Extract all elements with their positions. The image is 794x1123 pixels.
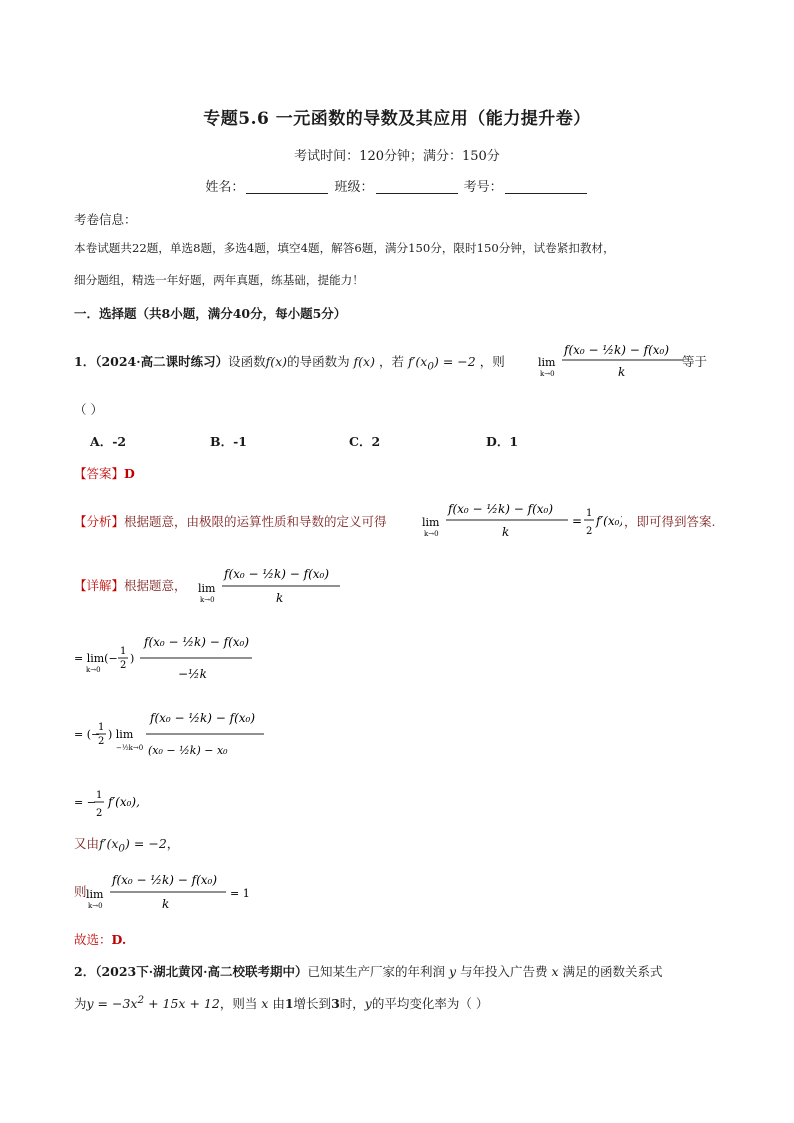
- q1-also: [74, 834, 179, 855]
- number-label: 考号：: [463, 180, 503, 195]
- q1-source: （2024·高二课时练习）: [95, 354, 229, 369]
- svg-text:k→0: k→0: [424, 530, 439, 538]
- analysis-text: 根据题意，由极限的运算性质和导数的定义可得: [124, 514, 387, 529]
- detail-step-3: [74, 700, 294, 770]
- q1-number: 1．: [74, 354, 96, 369]
- detail-step-2-svg: [74, 626, 274, 690]
- svg-text:= (−: = (−: [74, 728, 101, 741]
- svg-text:=: =: [572, 514, 583, 528]
- svg-text:= lim(−: = lim(−: [74, 652, 118, 665]
- question-2-line-2: [74, 994, 488, 1012]
- exam-time: 考试时间：120分钟；满分：150分: [294, 149, 500, 164]
- svg-text:f(x₀ − ½k) − f(x₀): f(x₀ − ½k) − f(x₀): [564, 343, 670, 357]
- svg-text:lim: lim: [86, 888, 104, 901]
- question-2-line-1: [74, 962, 663, 980]
- conclusion-label: 故选：: [74, 932, 112, 947]
- then-text: 则: [74, 884, 87, 899]
- page-title: 专题5.6 一元函数的导数及其应用（能力提升卷）: [203, 109, 591, 129]
- analysis-formula: [422, 494, 622, 550]
- also-tail: ，: [166, 836, 180, 851]
- conclusion-value: D.: [111, 932, 127, 947]
- question-1-stem: [74, 352, 505, 373]
- svg-text:lim: lim: [198, 582, 216, 595]
- student-info-row: [0, 176, 794, 195]
- q1-answer: [74, 464, 135, 482]
- svg-text:−½k→0: −½k→0: [116, 744, 144, 752]
- svg-text:f′(x₀),: f′(x₀),: [108, 795, 140, 809]
- svg-text:k: k: [162, 897, 170, 911]
- q1-stem-d: ，则: [479, 354, 505, 369]
- class-label: 班级：: [334, 180, 374, 195]
- q1-stem-a: 设函数: [228, 354, 266, 369]
- section-heading: 一．选择题（共8小题，满分40分，每小题5分）: [74, 306, 347, 321]
- svg-text:1: 1: [586, 508, 593, 519]
- q2-var-y: y: [444, 964, 460, 979]
- q1-limit-expression: [538, 336, 688, 390]
- answer-value: D: [124, 466, 135, 481]
- svg-text:f(x₀ − ½k) − f(x₀): f(x₀ − ½k) − f(x₀): [144, 635, 250, 649]
- limit-formula-svg: [538, 336, 688, 386]
- detail-step-2: [74, 626, 274, 694]
- q2-text-d: 为: [74, 996, 87, 1012]
- q2-function: $y = -3x^2 + 15x + 12$: [86, 994, 220, 1012]
- q2-var-x-2: x: [257, 996, 273, 1012]
- also-condition: $f'(x_0) = -2$: [99, 836, 167, 855]
- detail-text: 根据题意，: [124, 578, 187, 593]
- detail-result: [86, 864, 256, 922]
- q2-from: 1: [284, 996, 294, 1012]
- svg-text:2: 2: [98, 736, 105, 747]
- q2-text-a: 已知某生产厂家的年利润: [307, 964, 445, 979]
- analysis-tail: ，即可得到答案.: [624, 514, 716, 529]
- q2-var-y-2: y: [364, 996, 372, 1012]
- svg-text:2: 2: [120, 660, 127, 671]
- svg-text:k: k: [502, 525, 510, 539]
- class-blank[interactable]: [376, 179, 458, 194]
- q1-detail: [74, 576, 187, 594]
- detail-step-4-svg: [74, 780, 194, 824]
- q1-conclusion: [74, 930, 126, 948]
- q1-paren: （ ）: [74, 402, 103, 417]
- q2-to: 3: [331, 996, 340, 1012]
- q2-var-x: x: [547, 964, 563, 979]
- svg-text:2: 2: [586, 526, 593, 537]
- info-line-2: 细分题组，精选一年好题，两年真题，练基础，提能力！: [74, 273, 364, 287]
- q2-text-f: 由: [272, 996, 285, 1012]
- q2-source: （2023下·湖北黄冈·高二校联考期中）: [95, 964, 308, 979]
- q1-analysis: [74, 512, 387, 530]
- analysis-label: 【分析】: [74, 514, 125, 529]
- q2-text-e: ，则当: [219, 996, 258, 1012]
- q2-text-h: 时，: [339, 996, 365, 1012]
- name-blank[interactable]: [246, 179, 328, 194]
- detail-step-1: [198, 558, 348, 616]
- q1-fx: f(x): [265, 354, 288, 369]
- q2-text-b: 与年投入广告费: [459, 964, 548, 979]
- info-heading: 考卷信息：: [74, 212, 137, 227]
- answer-label: 【答案】: [74, 466, 125, 481]
- q2-number: 2．: [74, 964, 96, 979]
- svg-text:2: 2: [96, 808, 103, 819]
- svg-text:f(x₀ − ½k) − f(x₀): f(x₀ − ½k) − f(x₀): [224, 567, 330, 581]
- svg-text:−½k: −½k: [178, 667, 207, 681]
- svg-text:lim: lim: [538, 356, 556, 369]
- q2-text-i: 的平均变化率为（ ）: [371, 996, 489, 1012]
- also-text: 又由: [74, 836, 100, 851]
- q1-stem-e: 等于: [682, 354, 708, 369]
- svg-text:lim: lim: [422, 516, 440, 529]
- svg-text:k: k: [276, 591, 284, 605]
- q2-text-c: 满足的函数关系式: [562, 964, 663, 979]
- svg-text:k→0: k→0: [200, 596, 215, 604]
- q1-condition: $f'(x_0) = -2$: [403, 354, 480, 373]
- svg-text:f(x₀ − ½k) − f(x₀): f(x₀ − ½k) − f(x₀): [150, 711, 256, 725]
- detail-result-svg: [86, 864, 256, 918]
- q1-option-b[interactable]: B．-1: [210, 434, 247, 449]
- svg-text:) lim: ) lim: [108, 728, 134, 741]
- svg-text:k: k: [618, 365, 626, 379]
- detail-step-3-svg: [74, 700, 294, 766]
- q1-option-a[interactable]: A．-2: [90, 434, 127, 449]
- q2-text-g: 增长到: [293, 996, 332, 1012]
- detail-label: 【详解】: [74, 578, 125, 593]
- svg-text:1: 1: [120, 646, 127, 657]
- svg-text:f(x₀ − ½k) − f(x₀): f(x₀ − ½k) − f(x₀): [448, 502, 554, 516]
- name-label: 姓名：: [205, 180, 245, 195]
- svg-text:1: 1: [98, 722, 105, 733]
- svg-text:(x₀ − ½k) − x₀: (x₀ − ½k) − x₀: [148, 744, 228, 757]
- q1-fx2: f(x): [349, 354, 379, 369]
- q1-option-d[interactable]: D．1: [486, 434, 519, 449]
- q1-option-c[interactable]: C．2: [349, 434, 381, 449]
- svg-text:1: 1: [96, 790, 103, 801]
- info-line-1: 本卷试题共22题，单选8题，多选4题，填空4题，解答6题，满分150分，限时150分钟，试卷紧扣教材，: [74, 241, 615, 255]
- q1-stem-c: ，若: [378, 354, 404, 369]
- svg-text:k→0: k→0: [88, 902, 103, 910]
- analysis-formula-svg: [422, 494, 622, 546]
- svg-text:= −: = −: [74, 796, 96, 809]
- svg-text:f(x₀ − ½k) − f(x₀): f(x₀ − ½k) − f(x₀): [112, 873, 218, 887]
- detail-step-1-svg: [198, 558, 348, 612]
- svg-text:= 1: = 1: [230, 887, 250, 900]
- svg-text:k→0: k→0: [540, 370, 555, 378]
- svg-text:k→0: k→0: [86, 666, 101, 674]
- number-blank[interactable]: [505, 179, 587, 194]
- detail-step-4: [74, 780, 194, 828]
- svg-text:): ): [130, 652, 135, 665]
- q1-stem-b: 的导函数为: [287, 354, 350, 369]
- svg-text:f′(x₀): f′(x₀): [596, 514, 622, 528]
